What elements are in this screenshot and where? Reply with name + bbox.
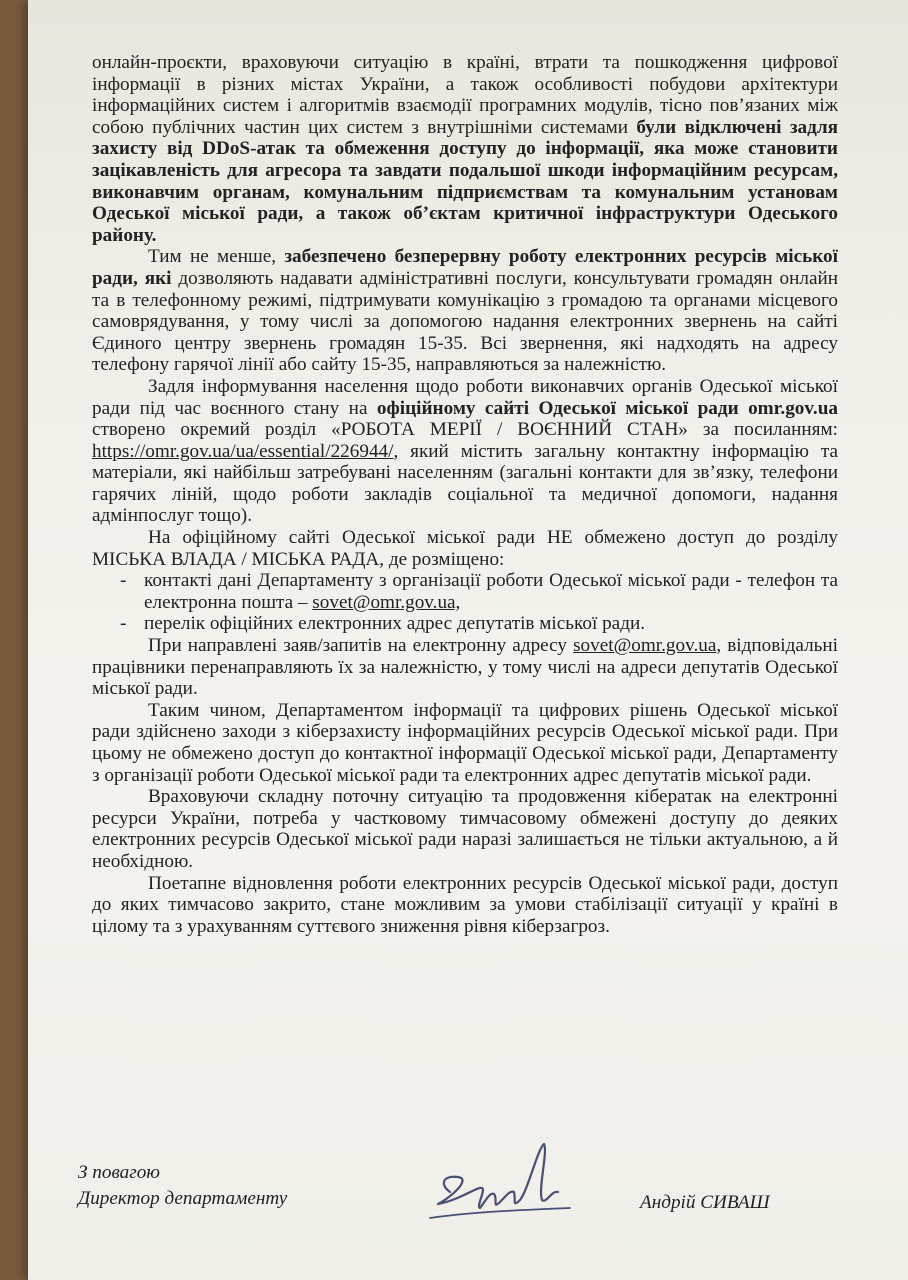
paragraph-2-rest: дозволяють надавати адміністративні послуги, консультувати громадян онлайн та в телефонному режимі, підтримувати комунікацію з громадою та органами місцевого самоврядування, у тому числі за допомогою надання електронних звернень на сайті Єдиного центру звернень громадян 15-35. Всі звернення, які надходять на адресу телефону гарячої лінії або сайту 15-35, направляються за належністю. <box>92 267 839 376</box>
letter-body <box>92 52 838 937</box>
list-item <box>92 613 838 635</box>
paragraph-7: Враховуючи складну поточну ситуацію та продовження кібератак на електронні ресурси України, потреба у частковому тимчасовому обмежені доступу до деяких електронних ресурсів Одеської міської ради наразі залишається не тільки актуальною, а й необхідною. <box>92 786 838 872</box>
paragraph-2-bold: забезпечено безперервну роботу електронних ресурсів міської ради, які <box>92 246 838 289</box>
handwritten-signature <box>420 1130 580 1240</box>
paragraph-1 <box>92 52 838 246</box>
list-item <box>92 570 838 613</box>
paragraph-2-lead: Тим не менше, <box>148 246 285 268</box>
paragraph-3-lead: Задля інформування населення щодо роботи виконавчих органів Одеської міської ради під час воєнного стану на <box>92 375 838 419</box>
signer-name: Андрій СИВАШ <box>640 1192 770 1213</box>
paragraph-5 <box>92 635 838 700</box>
paragraph-5-lead: При направлені заяв/запитів на електронну адресу <box>148 635 574 657</box>
list-dash: - <box>120 570 127 592</box>
paragraph-3 <box>92 376 838 527</box>
list-dash: - <box>120 613 127 635</box>
paragraph-5-email: sovet@omr.gov.ua <box>573 635 717 657</box>
paragraph-3-rest: , який містить загальну контактну інформацію та матеріали, які найбільш затребувані населенням (загальні контакти для зв’язку, телефони гарячих ліній, щодо роботи закладів соціальної та медичної допомоги, надання адмінпослуг тощо). <box>92 440 838 527</box>
paragraph-6: Таким чином, Департаментом інформації та цифрових рішень Одеської міської ради здійснено заходи з кіберзахисту інформаційних ресурсів Одеської міської ради. При цьому не обмежено доступ до контактної інформації Одеської міської ради, Департаменту з організації роботи Одеської міської ради та електронних адрес депутатів міської ради. <box>92 699 838 786</box>
contact-list <box>92 570 838 635</box>
paragraph-3-mid: створено окремий розділ «РОБОТА МЕРІЇ / ВОЄННИЙ СТАН» за посиланням: <box>92 419 838 441</box>
paragraph-8: Поетапне відновлення роботи електронних ресурсів Одеської міської ради, доступ до яких тимчасово закрито, стане можливим за умови стабілізації ситуації у країні в цілому та з урахуванням суттєвого зниження рівня кіберзагроз. <box>92 872 838 937</box>
paragraph-5-rest: , відповідальні працівники перенаправляють їх за належністю, у тому числі на адреси депутатів Одеської міської ради. <box>92 635 838 700</box>
signoff-block <box>78 1160 287 1212</box>
paragraph-3-bold: офіційному сайті Одеської міської ради omr.gov.ua <box>376 397 838 419</box>
paragraph-1-text: онлайн-проєкти, враховуючи ситуацію в країні, втрати та пошкодження цифрової інформації в різних містах України, а також особливості побудови архітектури інформаційних систем і алгоритмів взаємодії програмних модулів, тісно пов’язаних між собою публічних частин цих систем з внутрішніми системами <box>92 52 838 138</box>
essential-section-link: https://omr.gov.ua/ua/essential/226944/ <box>92 440 394 462</box>
paragraph-1-bold: були відключені задля захисту від DDoS-атак та обмеження доступу до інформації, яка може становити зацікавленість для агресора та завдати подальшої шкоди інформаційним ресурсам, виконавчим органам, комунальним підприємствам та комунальним установам Одеської міської ради, а також об’єктам критичної інфраструктури Одеського району. <box>92 116 838 246</box>
closing-text: З повагою <box>78 1162 160 1183</box>
paragraph-2 <box>92 246 838 376</box>
paragraph-4: На офіційному сайті Одеської міської ради НЕ обмежено доступ до розділу МІСЬКА ВЛАДА / МІСЬКА РАДА, де розміщено: <box>92 527 838 570</box>
position-text: Директор департаменту <box>78 1188 288 1209</box>
list-item-1-email: sovet@omr.gov.ua, <box>312 591 461 613</box>
list-item-2-text: перелік офіційних електронних адрес депутатів міської ради. <box>144 613 646 635</box>
list-item-1-text: контакті дані Департаменту з організації роботи Одеської міської ради - телефон та електронна пошта – <box>144 570 838 613</box>
